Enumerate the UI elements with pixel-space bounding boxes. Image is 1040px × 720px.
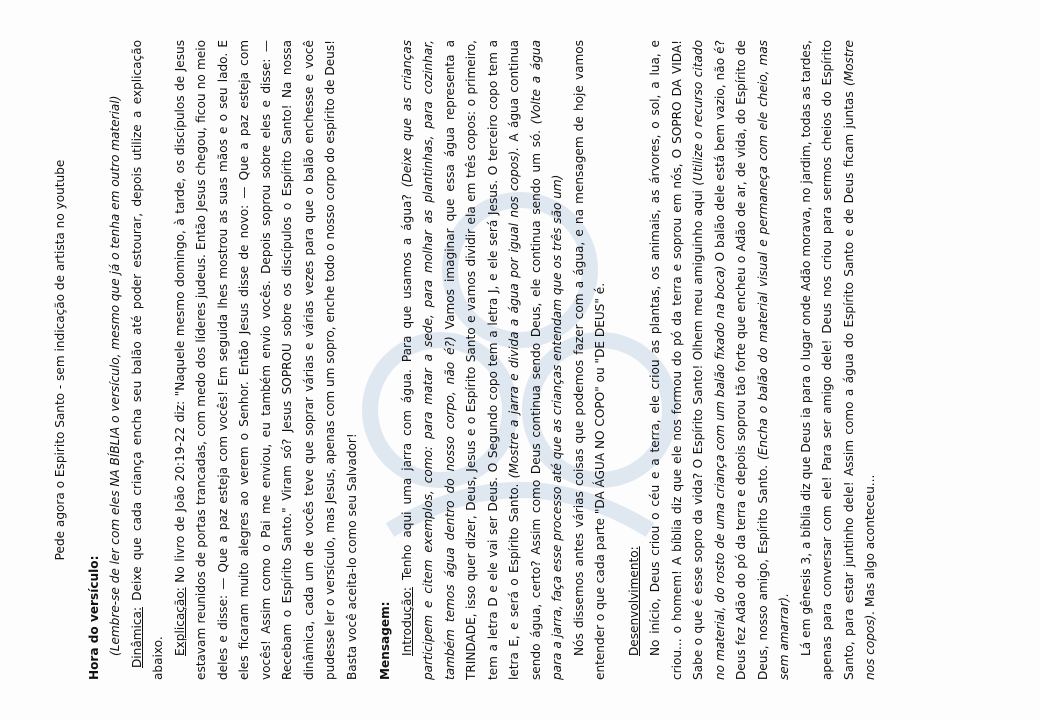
dinamica-text: Deixe que cada criança encha seu balão até poder estourar, depois utilize a explicação abaixo. [129, 40, 165, 680]
desenvolvimento-p2-a: Lá em gênesis 3, a bíblia diz que Deus ia para o lugar onde Adão morava, no jardim, todas as tardes, apenas para conversar com ele! Para ser amigo dele! Deus nos criou para sermos cheios do Espírito Santo, para estar juntinho dele! Assim como a água do Espírito Santo e de Deus ficam juntas [798, 40, 856, 680]
desenvolvimento-p2-c: Mas algo aconteceu... [863, 474, 877, 611]
introducao-text-c: Vamos imaginar que essa água representa a TRINDADE, isso quer dizer, Deus, Jesus e o Espírito Santo e vamos dividir ela em três copos: o primeiro, tem a letra D e ele vai ser Deus. O Segundo copo tem a letra J, e ele será Jesus. O terceiro copo tem a letra E, e será o Espírito Santo. [442, 40, 521, 680]
introducao-text-f: (Volte a água para a jarra, faça esse processo até que as crianças entendam que os três são um) [528, 40, 564, 680]
desenvolvimento-p1-c: O balão dele está bem vazio, não é? Deus fez Adão do pó da terra e depois soprou tão forte que encheu o Adão de ar, de vida, do Espírito de Deus, nosso amigo, Espírito Santo. [712, 40, 770, 680]
desenvolvimento-p2-b: (Mostre nos copos). [841, 40, 877, 680]
desenvolvimento-heading: Desenvolvimento: [626, 546, 641, 656]
dinamica-label: Dinâmica: [129, 606, 144, 668]
rotated-document-body [50, 40, 990, 680]
explicacao-text: No livro de João 20:19-22 diz: "Naquele mesmo domingo, à tarde, os discípulos de Jesus estavam reunidos de portas trancadas, com medo dos líderes judeus. Então Jesus chegou, ficou no meio deles e disse: — Que a paz esteja com vocês! Em seguida lhes mostrou as suas mãos e o seu lado. E eles ficaram muito alegres ao verem o Senhor. Então Jesus disse de novo: — Que a paz esteja com vocês! Assim como o Pai me enviou, eu também envio vocês. Depois soprou sobre eles e disse: — Recebam o Espírito Santo." Viram só? Jesus SOPROU sobre os discípulos o Espírito Santo! Na nossa dinâmica, cada um de vocês teve que soprar várias e várias vezes para que o balão enchesse e você pudesse ler o versículo, mas Jesus, apenas com um sopro, enche todo o nosso corpo do espírito de Deus! Basta você aceita-lo como seu Salvador! [172, 40, 359, 680]
desenvolvimento-p1-b: (Utilize o recurso citado no material, do rosto de uma criança com um balão fixado na boca) [691, 40, 727, 680]
versiculo-note: (Lembre-se de ler com eles NA BÍBLIA o versículo, mesmo que já o tenha em outro material) [108, 95, 122, 656]
mensagem-heading: Mensagem: [378, 601, 392, 680]
introducao-label: Introdução: [399, 587, 414, 656]
introducao-text-d: (Mostre a jarra e divida a água por igual nos copos). [507, 146, 521, 479]
intro-line: Pede agora o Espirito Santo - sem indicação de artista no youtube [53, 159, 67, 561]
versiculo-heading: Hora do versículo: [86, 555, 101, 680]
explicacao-label: Explicação: [172, 587, 187, 656]
introducao-text-a: Tenho aqui uma jarra com água. Para que usamos a água? [399, 187, 414, 588]
desenvolvimento-paragraph-2 [796, 40, 882, 680]
explicacao-paragraph [170, 40, 364, 680]
mensagem-paragraph-2: Nós dissemos antes várias coisas que podemos fazer com a água, e na mensagem de hoje vamos entender o que cada parte "DA ÁGUA NO COPO" ou "DE DEUS" é. [571, 40, 607, 680]
desenvolvimento-p1-d: (Encha o balão do material visual e permaneça com ele cheio, mas sem amarrar). [755, 40, 791, 680]
introducao-paragraph [397, 40, 569, 680]
introducao-text-b: (Deixe que as crianças participem e citem exemplos, como: para matar a sede, para molhar as plantinhas, para cozinhar, também temos água dentro do nosso corpo, não é?) [399, 40, 457, 680]
dinamica-paragraph [127, 40, 170, 680]
desenvolvimento-paragraph-1 [645, 40, 796, 680]
introducao-text-e: A água continua sendo água, certo? Assim como Deus continua sendo Deus, ele continua sendo um só. [507, 40, 543, 680]
desenvolvimento-p1-a: No início, Deus criou o céu e a terra, ele criou as plantas, os animais, as árvores, o sol, a lua, e criou... o homem! A bíblia diz que ele nos formou do pó da terra e soprou em nós, O SOPRO DA VIDA! Sabe o que é esse sopro da vida? O Espírito Santo! Olhem meu amiguinho aqui [648, 40, 705, 680]
